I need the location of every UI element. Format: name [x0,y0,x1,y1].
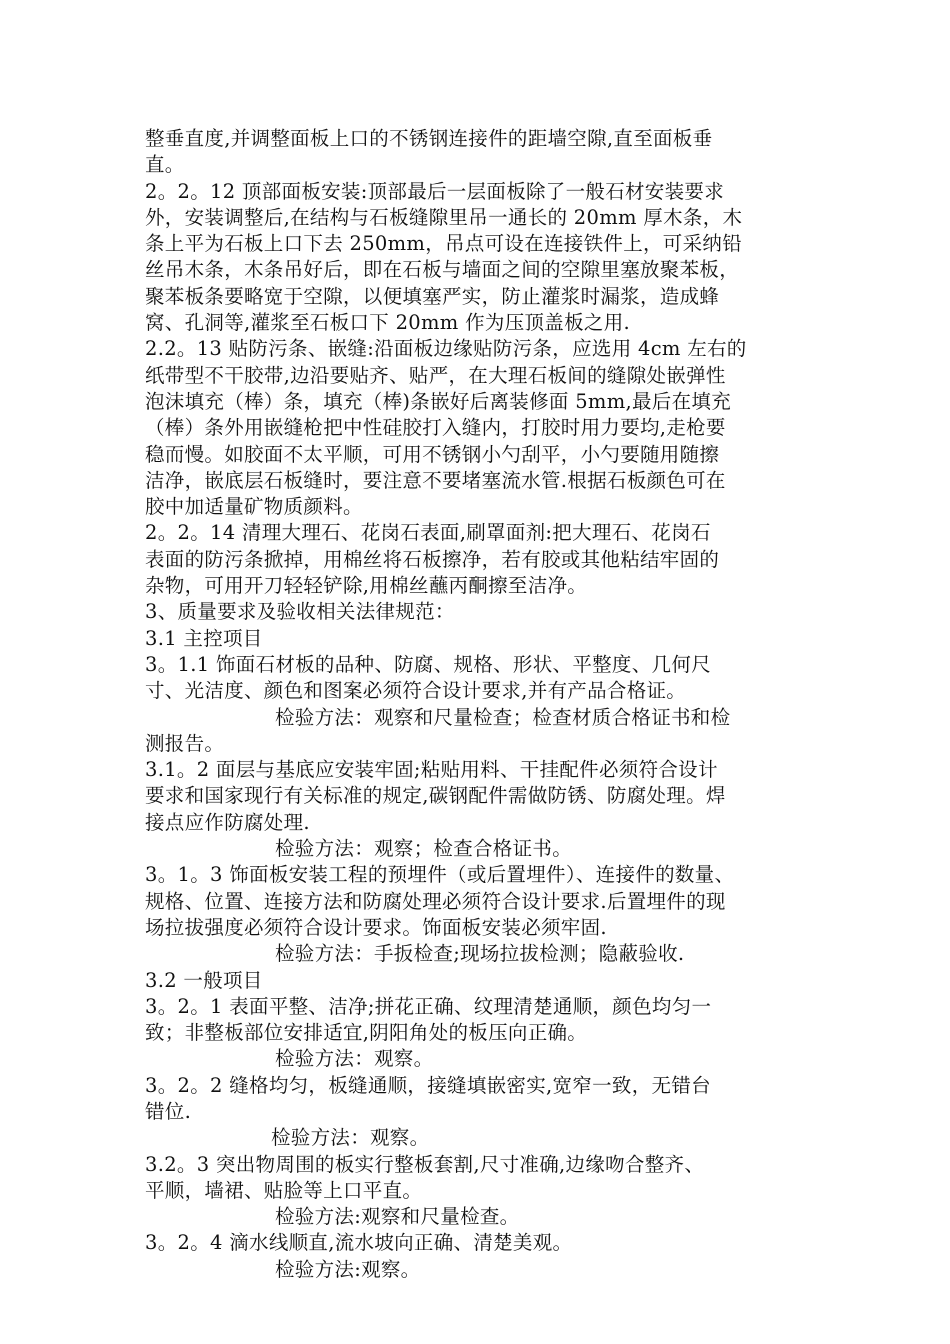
section-heading: 3。1。3 饰面板安装工程的预埋件（或后置埋件）、连接件的数量、 [145,863,735,887]
text-line: 寸、光洁度、颜色和图案必须符合设计要求,并有产品合格证。 [145,679,687,703]
section-heading: 2.2。13 贴防污条、嵌缝:沿面板边缘贴防污条，应选用 4cm 左右的 [145,337,747,361]
text-line: 洁净，嵌底层石板缝时，要注意不要堵塞流水管.根据石板颜色可在 [145,468,726,492]
text-line: 直。 [145,153,185,177]
text-line: 条上平为石板上口下去 250mm，吊点可设在连接铁件上，可采纳铅 [145,232,742,256]
text-line: 要求和国家现行有关标准的规定,碳钢配件需做防锈、防腐处理。焊 [145,784,726,808]
text-line: 稳而慢。如胶面不太平顺，可用不锈钢小勺刮平，小勺要随用随擦 [145,442,720,466]
section-heading: 3。1.1 饰面石材板的品种、防腐、规格、形状、平整度、几何尺 [145,652,711,676]
text-line: 泡沫填充（棒）条，填充（棒)条嵌好后离装修面 5mm,最后在填充 [145,389,731,413]
text-line: 杂物，可用开刀轻轻铲除,用棉丝蘸丙酮擦至洁净。 [145,574,588,598]
text-line: 丝吊木条，木条吊好后，即在石板与墙面之间的空隙里塞放聚苯板， [145,258,740,282]
inspection-method: 检验方法：手扳检查;现场拉拔检测；隐蔽验收. [275,942,685,966]
document-page [145,126,825,1283]
subsection-heading: 3.2 一般项目 [145,968,263,992]
section-heading: 2。2。14 清理大理石、花岗石表面,刷罩面剂:把大理石、花岗石 [145,521,711,545]
text-line: 致；非整板部位安排适宜,阴阳角处的板压向正确。 [145,1021,588,1045]
section-heading: 3.1。2 面层与基底应安装牢固;粘贴用料、干挂配件必须符合设计 [145,758,718,782]
section-heading: 3.2。3 突出物周围的板实行整板套割,尺寸准确,边缘吻合整齐、 [145,1152,705,1176]
text-line: 胶中加适量矿物质颜料。 [145,495,363,519]
text-line: 纸带型不干胶带,边沿要贴齐、贴严，在大理石板间的缝隙处嵌弹性 [145,363,726,387]
inspection-method: 检验方法：观察和尺量检查；检查材质合格证书和检 [275,705,731,729]
text-line: 平顺，墙裙、贴脸等上口平直。 [145,1178,423,1202]
text-line: 错位. [145,1099,192,1123]
subsection-heading: 3.1 主控项目 [145,626,263,650]
inspection-method: 检验方法:观察。 [275,1257,421,1281]
text-line: 聚苯板条要略宽于空隙，以便填塞严实，防止灌浆时漏浆，造成蜂 [145,284,720,308]
section-heading: 3。2。1 表面平整、洁净;拼花正确、纹理清楚通顺，颜色均匀一 [145,994,712,1018]
text-line: 整垂直度,并调整面板上口的不锈钢连接件的距墙空隙,直至面板垂 [145,127,713,150]
chapter-heading: 3、质量要求及验收相关法律规范： [145,600,455,624]
inspection-method: 检验方法:观察和尺量检查。 [275,1205,520,1229]
text-line: 规格、位置、连接方法和防腐处理必须符合设计要求.后置埋件的现 [145,889,726,913]
inspection-method: 检验方法：观察；检查合格证书。 [275,837,573,861]
text-line: 场拉拔强度必须符合设计要求。饰面板安装必须牢固. [145,915,607,939]
section-heading: 3。2。4 滴水线顺直,流水坡向正确、清楚美观。 [145,1231,573,1255]
text-line: 窝、孔洞等,灌浆至石板口下 20mm 作为压顶盖板之用. [145,311,630,335]
inspection-method: 检验方法：观察。 [275,1047,434,1071]
text-line: 表面的防污条掀掉，用棉丝将石板擦净，若有胶或其他粘结牢固的 [145,547,720,571]
text-line: 接点应作防腐处理. [145,810,310,834]
text-line: 测报告。 [145,731,225,755]
text-line: （棒）条外用嵌缝枪把中性硅胶打入缝内，打胶时用力要均,走枪要 [145,416,726,440]
section-heading: 2。2。12 顶部面板安装:顶部最后一层面板除了一般石材安装要求 [145,179,724,203]
section-heading: 3。2。2 缝格均匀，板缝通顺，接缝填嵌密实,宽窄一致，无错台 [145,1073,711,1097]
text-line: 外，安装调整后,在结构与石板缝隙里吊一通长的 20mm 厚木条，木 [145,205,743,229]
inspection-method: 检验方法：观察。 [271,1126,430,1150]
